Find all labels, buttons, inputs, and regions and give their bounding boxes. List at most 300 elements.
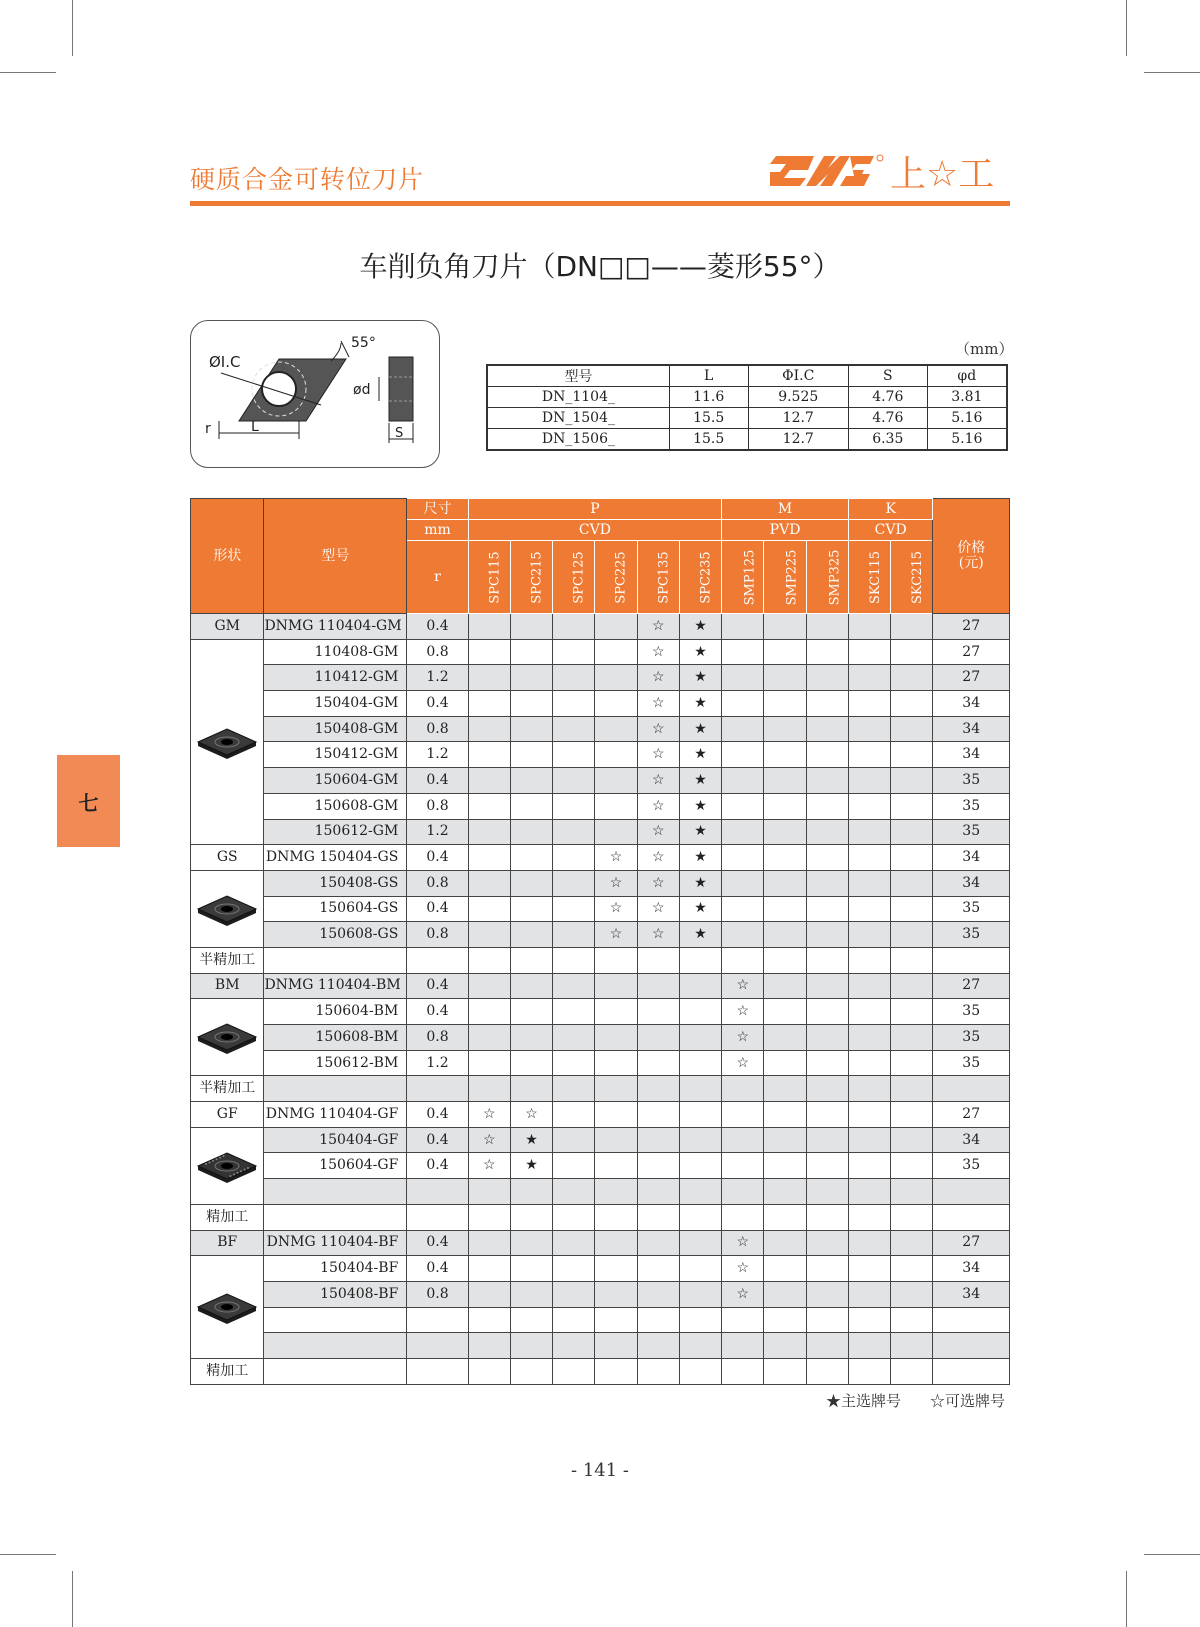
grade-mark bbox=[553, 819, 595, 845]
radius-cell bbox=[407, 1204, 468, 1230]
grade-mark bbox=[806, 768, 848, 794]
dim-cell: 12.7 bbox=[748, 408, 848, 429]
grade-mark bbox=[553, 793, 595, 819]
model-cell bbox=[264, 1333, 407, 1359]
grade-mark bbox=[722, 1179, 764, 1205]
grade-mark bbox=[722, 639, 764, 665]
table-row bbox=[191, 1076, 1010, 1102]
grade-mark bbox=[764, 1153, 806, 1179]
grade-mark bbox=[553, 614, 595, 640]
grade-mark: ★ bbox=[679, 870, 721, 896]
grade-mark bbox=[553, 1307, 595, 1333]
grade-mark bbox=[848, 1025, 890, 1051]
grade-mark bbox=[764, 922, 806, 948]
grade-mark bbox=[848, 1076, 890, 1102]
chapter-tab[interactable] bbox=[57, 755, 120, 847]
dim-row bbox=[487, 429, 1007, 451]
machining-label: 精加工 bbox=[191, 1358, 264, 1384]
table-row bbox=[191, 1127, 1010, 1153]
grade-mark bbox=[679, 1204, 721, 1230]
grade-mark bbox=[595, 1230, 637, 1256]
grade-mark: ☆ bbox=[637, 614, 679, 640]
table-row bbox=[191, 999, 1010, 1025]
model-cell: 150612-GM bbox=[264, 819, 407, 845]
grade-mark bbox=[595, 947, 637, 973]
grade-mark bbox=[637, 1333, 679, 1359]
grade-mark bbox=[848, 1230, 890, 1256]
grade-mark bbox=[764, 614, 806, 640]
grade-label: SPC215 bbox=[529, 550, 545, 604]
grade-mark: ★ bbox=[679, 896, 721, 922]
grade-mark bbox=[637, 1153, 679, 1179]
grade-mark bbox=[764, 1358, 806, 1384]
grade-mark bbox=[637, 1179, 679, 1205]
grade-mark bbox=[553, 870, 595, 896]
grade-label: SPC125 bbox=[571, 550, 587, 604]
grade-mark bbox=[553, 1153, 595, 1179]
model-cell bbox=[264, 1204, 407, 1230]
grade-mark bbox=[764, 1179, 806, 1205]
grade-mark bbox=[806, 793, 848, 819]
grade-mark bbox=[848, 896, 890, 922]
grade-mark: ★ bbox=[679, 922, 721, 948]
grade-mark bbox=[722, 870, 764, 896]
model-cell: 150608-GS bbox=[264, 922, 407, 948]
grade-mark bbox=[891, 793, 933, 819]
grade-mark bbox=[679, 1333, 721, 1359]
grade-mark bbox=[764, 793, 806, 819]
header-method: CVD bbox=[848, 520, 933, 541]
grade-mark bbox=[891, 614, 933, 640]
grade-mark bbox=[468, 1281, 510, 1307]
grade-mark: ☆ bbox=[722, 1230, 764, 1256]
grade-mark bbox=[637, 1025, 679, 1051]
grade-mark bbox=[637, 1076, 679, 1102]
table-row bbox=[191, 716, 1010, 742]
grade-mark bbox=[764, 947, 806, 973]
grade-mark bbox=[764, 1076, 806, 1102]
grade-mark bbox=[595, 768, 637, 794]
grade-mark bbox=[722, 819, 764, 845]
radius-cell: 0.8 bbox=[407, 922, 468, 948]
table-row bbox=[191, 1281, 1010, 1307]
page-title: 车削负角刀片（DN□□——菱形55°） bbox=[359, 250, 841, 283]
radius-cell: 0.4 bbox=[407, 1102, 468, 1128]
grade-mark bbox=[722, 614, 764, 640]
header-model: 型号 bbox=[264, 499, 407, 614]
dim-cell: 5.16 bbox=[927, 408, 1007, 429]
grade-mark bbox=[510, 1358, 552, 1384]
radius-cell bbox=[407, 1358, 468, 1384]
radius-cell: 1.2 bbox=[407, 665, 468, 691]
grade-mark bbox=[806, 614, 848, 640]
dim-header-cell: L bbox=[669, 365, 748, 387]
radius-cell: 0.4 bbox=[407, 896, 468, 922]
grade-label: SPC235 bbox=[698, 550, 714, 604]
grade-mark bbox=[848, 1179, 890, 1205]
section-title: 硬质合金可转位刀片 bbox=[190, 165, 425, 194]
grade-mark bbox=[891, 845, 933, 871]
shape-code: GM bbox=[191, 614, 264, 640]
grade-mark bbox=[764, 1281, 806, 1307]
grade-mark bbox=[553, 947, 595, 973]
grade-mark bbox=[679, 999, 721, 1025]
grade-mark: ★ bbox=[679, 691, 721, 717]
grade-mark bbox=[468, 973, 510, 999]
grade-mark bbox=[848, 1281, 890, 1307]
table-row bbox=[191, 922, 1010, 948]
grade-mark: ☆ bbox=[722, 1050, 764, 1076]
model-cell: 150408-GM bbox=[264, 716, 407, 742]
grade-mark bbox=[848, 1102, 890, 1128]
grade-mark bbox=[595, 1179, 637, 1205]
model-cell: 150404-GM bbox=[264, 691, 407, 717]
brand-logo bbox=[770, 148, 1010, 194]
grade-mark bbox=[891, 768, 933, 794]
grade-mark bbox=[637, 1204, 679, 1230]
radius-cell: 0.4 bbox=[407, 768, 468, 794]
grade-mark bbox=[510, 819, 552, 845]
grade-mark: ☆ bbox=[722, 999, 764, 1025]
price-cell bbox=[933, 947, 1010, 973]
grade-mark bbox=[722, 1358, 764, 1384]
grade-mark bbox=[806, 1281, 848, 1307]
grade-mark bbox=[510, 639, 552, 665]
grade-mark: ★ bbox=[679, 716, 721, 742]
grade-mark bbox=[806, 1358, 848, 1384]
grade-mark bbox=[722, 793, 764, 819]
grade-mark bbox=[722, 947, 764, 973]
grade-mark bbox=[806, 1127, 848, 1153]
grade-mark: ★ bbox=[510, 1153, 552, 1179]
radius-cell bbox=[407, 1307, 468, 1333]
grade-label: SPC225 bbox=[614, 550, 630, 604]
grade-mark: ☆ bbox=[510, 1102, 552, 1128]
grade-mark bbox=[679, 1025, 721, 1051]
dim-cell: 4.76 bbox=[848, 408, 927, 429]
dim-cell: 15.5 bbox=[669, 408, 748, 429]
grade-mark bbox=[468, 845, 510, 871]
price-cell: 27 bbox=[933, 665, 1010, 691]
grade-mark bbox=[848, 819, 890, 845]
grade-mark bbox=[722, 768, 764, 794]
grade-mark bbox=[764, 896, 806, 922]
grade-mark bbox=[764, 1333, 806, 1359]
grade-mark bbox=[468, 1025, 510, 1051]
grade-mark bbox=[722, 716, 764, 742]
header-method: PVD bbox=[722, 520, 849, 541]
grade-mark: ★ bbox=[679, 793, 721, 819]
grade-mark: ☆ bbox=[595, 896, 637, 922]
label-d: ød bbox=[353, 382, 371, 398]
grade-mark bbox=[722, 691, 764, 717]
price-cell: 35 bbox=[933, 1025, 1010, 1051]
grade-mark bbox=[595, 716, 637, 742]
grade-mark: ☆ bbox=[595, 845, 637, 871]
shape-code: BF bbox=[191, 1230, 264, 1256]
model-cell bbox=[264, 1358, 407, 1384]
grade-mark bbox=[468, 870, 510, 896]
grade-mark bbox=[510, 973, 552, 999]
grade-mark bbox=[468, 665, 510, 691]
radius-cell: 0.4 bbox=[407, 691, 468, 717]
grade-mark bbox=[553, 1281, 595, 1307]
grade-mark bbox=[891, 1076, 933, 1102]
grade-mark bbox=[595, 1333, 637, 1359]
grade-mark: ☆ bbox=[637, 742, 679, 768]
grade-mark bbox=[848, 691, 890, 717]
grade-mark bbox=[891, 870, 933, 896]
label-angle: 55° bbox=[351, 335, 376, 351]
grade-mark bbox=[510, 614, 552, 640]
table-row bbox=[191, 947, 1010, 973]
grade-mark bbox=[891, 1179, 933, 1205]
grade-mark bbox=[510, 1025, 552, 1051]
header-size: 尺寸 bbox=[407, 499, 468, 520]
grade-mark bbox=[891, 1127, 933, 1153]
header-grade bbox=[806, 541, 848, 614]
grade-mark bbox=[722, 845, 764, 871]
grade-mark bbox=[891, 639, 933, 665]
radius-cell: 0.4 bbox=[407, 1230, 468, 1256]
model-cell: 150604-GM bbox=[264, 768, 407, 794]
grade-mark bbox=[468, 819, 510, 845]
grade-mark bbox=[891, 1230, 933, 1256]
radius-cell: 0.4 bbox=[407, 1153, 468, 1179]
chapter-tab-label: 七 bbox=[78, 790, 99, 815]
grade-label: SPC135 bbox=[656, 550, 672, 604]
diamond-insert-icon bbox=[196, 725, 258, 759]
table-row bbox=[191, 793, 1010, 819]
price-cell: 35 bbox=[933, 922, 1010, 948]
grade-mark: ☆ bbox=[637, 665, 679, 691]
price-cell: 35 bbox=[933, 793, 1010, 819]
grade-mark bbox=[806, 665, 848, 691]
price-cell: 27 bbox=[933, 973, 1010, 999]
grade-mark bbox=[510, 922, 552, 948]
grade-mark bbox=[891, 1050, 933, 1076]
unit-note: （mm） bbox=[955, 340, 1014, 358]
grade-mark bbox=[891, 1333, 933, 1359]
grade-mark bbox=[553, 1025, 595, 1051]
shape-code: GS bbox=[191, 845, 264, 871]
model-cell: 150608-GM bbox=[264, 793, 407, 819]
price-cell: 34 bbox=[933, 716, 1010, 742]
table-row bbox=[191, 665, 1010, 691]
grade-mark bbox=[510, 947, 552, 973]
model-cell: 150404-GF bbox=[264, 1127, 407, 1153]
dim-row bbox=[487, 387, 1007, 408]
grade-mark: ☆ bbox=[595, 922, 637, 948]
dimension-table bbox=[486, 364, 1008, 451]
table-row bbox=[191, 1333, 1010, 1359]
crop-mark bbox=[72, 0, 73, 56]
header-grade bbox=[637, 541, 679, 614]
grade-mark bbox=[722, 1333, 764, 1359]
grade-mark bbox=[595, 999, 637, 1025]
table-row bbox=[191, 1102, 1010, 1128]
grade-mark bbox=[764, 1204, 806, 1230]
grade-mark bbox=[806, 819, 848, 845]
price-cell: 34 bbox=[933, 1127, 1010, 1153]
header-shape: 形状 bbox=[191, 499, 264, 614]
grade-mark bbox=[637, 1230, 679, 1256]
dim-cell: 6.35 bbox=[848, 429, 927, 451]
grade-mark bbox=[848, 922, 890, 948]
price-cell bbox=[933, 1307, 1010, 1333]
model-cell bbox=[264, 1307, 407, 1333]
grade-mark bbox=[553, 1204, 595, 1230]
grade-mark bbox=[891, 1025, 933, 1051]
grade-mark bbox=[595, 691, 637, 717]
price-cell: 27 bbox=[933, 1230, 1010, 1256]
table-row bbox=[191, 819, 1010, 845]
label-l: L bbox=[251, 419, 259, 435]
grade-mark bbox=[595, 1127, 637, 1153]
grade-mark bbox=[891, 1358, 933, 1384]
price-cell: 27 bbox=[933, 639, 1010, 665]
grade-mark bbox=[510, 845, 552, 871]
grade-mark bbox=[764, 1025, 806, 1051]
grade-mark bbox=[891, 922, 933, 948]
model-cell: DNMG 110404-BF bbox=[264, 1230, 407, 1256]
grade-mark bbox=[764, 1307, 806, 1333]
dim-cell: DN_1104_ bbox=[487, 387, 669, 408]
grade-mark bbox=[806, 845, 848, 871]
grade-mark bbox=[764, 716, 806, 742]
grade-mark bbox=[553, 973, 595, 999]
crop-mark bbox=[1144, 72, 1200, 73]
grade-mark bbox=[595, 614, 637, 640]
dim-header-row bbox=[487, 365, 1007, 387]
grade-mark bbox=[722, 922, 764, 948]
dim-header-cell: 型号 bbox=[487, 365, 669, 387]
radius-cell: 0.8 bbox=[407, 716, 468, 742]
grade-mark bbox=[764, 691, 806, 717]
grade-mark bbox=[553, 742, 595, 768]
grade-mark bbox=[848, 845, 890, 871]
machining-label: 精加工 bbox=[191, 1204, 264, 1230]
grade-mark bbox=[806, 1333, 848, 1359]
grade-mark bbox=[806, 1204, 848, 1230]
grade-mark bbox=[510, 1076, 552, 1102]
grade-mark bbox=[595, 1153, 637, 1179]
grade-mark bbox=[806, 896, 848, 922]
grade-mark bbox=[848, 870, 890, 896]
grade-mark bbox=[764, 768, 806, 794]
grade-mark bbox=[595, 1076, 637, 1102]
grade-mark bbox=[553, 999, 595, 1025]
grade-mark bbox=[595, 1307, 637, 1333]
price-cell: 35 bbox=[933, 768, 1010, 794]
grade-mark bbox=[679, 1127, 721, 1153]
price-cell: 34 bbox=[933, 742, 1010, 768]
price-cell: 27 bbox=[933, 614, 1010, 640]
radius-cell: 0.4 bbox=[407, 999, 468, 1025]
grade-mark bbox=[637, 1127, 679, 1153]
grade-mark bbox=[553, 1127, 595, 1153]
grade-mark bbox=[468, 1358, 510, 1384]
grade-mark bbox=[553, 1256, 595, 1282]
grade-mark: ★ bbox=[510, 1127, 552, 1153]
grade-mark bbox=[891, 1102, 933, 1128]
grade-mark: ☆ bbox=[637, 639, 679, 665]
grade-mark bbox=[891, 742, 933, 768]
grade-mark bbox=[764, 819, 806, 845]
grade-mark bbox=[679, 1102, 721, 1128]
grade-mark: ☆ bbox=[637, 922, 679, 948]
shape-code: GF bbox=[191, 1102, 264, 1128]
grade-mark bbox=[468, 742, 510, 768]
radius-cell: 1.2 bbox=[407, 742, 468, 768]
grade-mark bbox=[722, 1204, 764, 1230]
grade-mark: ☆ bbox=[637, 819, 679, 845]
price-cell: 35 bbox=[933, 999, 1010, 1025]
grade-mark bbox=[510, 691, 552, 717]
grade-mark bbox=[595, 1204, 637, 1230]
grade-mark bbox=[848, 1256, 890, 1282]
grade-mark bbox=[468, 614, 510, 640]
header-mm: mm bbox=[407, 520, 468, 541]
grade-mark bbox=[468, 1256, 510, 1282]
shape-code: BM bbox=[191, 973, 264, 999]
grade-mark bbox=[806, 639, 848, 665]
header-rule bbox=[190, 201, 1010, 206]
grade-mark bbox=[848, 1204, 890, 1230]
grade-mark bbox=[764, 639, 806, 665]
grade-mark bbox=[848, 1358, 890, 1384]
radius-cell: 0.4 bbox=[407, 1127, 468, 1153]
grade-mark: ☆ bbox=[468, 1153, 510, 1179]
crop-mark bbox=[1126, 0, 1127, 56]
grade-mark: ☆ bbox=[722, 973, 764, 999]
grade-mark bbox=[679, 1281, 721, 1307]
table-row bbox=[191, 896, 1010, 922]
grade-mark bbox=[806, 1153, 848, 1179]
table-row bbox=[191, 1307, 1010, 1333]
grade-mark bbox=[679, 1307, 721, 1333]
table-row bbox=[191, 870, 1010, 896]
grade-label: SMP325 bbox=[827, 549, 843, 605]
grade-mark bbox=[553, 922, 595, 948]
grade-mark bbox=[806, 716, 848, 742]
dim-cell: 5.16 bbox=[927, 429, 1007, 451]
grade-mark bbox=[553, 896, 595, 922]
grade-mark bbox=[468, 716, 510, 742]
grade-mark bbox=[764, 742, 806, 768]
dim-cell: DN_1506_ bbox=[487, 429, 669, 451]
grade-table bbox=[190, 498, 1010, 1385]
grade-mark bbox=[510, 742, 552, 768]
grade-mark bbox=[468, 639, 510, 665]
grade-mark bbox=[468, 999, 510, 1025]
grade-mark bbox=[806, 947, 848, 973]
grade-mark bbox=[848, 1153, 890, 1179]
grade-mark bbox=[806, 691, 848, 717]
grade-mark bbox=[595, 1025, 637, 1051]
price-cell: 35 bbox=[933, 819, 1010, 845]
header-grade bbox=[891, 541, 933, 614]
grade-mark bbox=[510, 896, 552, 922]
grade-mark bbox=[510, 1050, 552, 1076]
model-cell: 150612-BM bbox=[264, 1050, 407, 1076]
grade-mark bbox=[679, 1050, 721, 1076]
radius-cell: 0.8 bbox=[407, 1025, 468, 1051]
grade-mark bbox=[510, 1256, 552, 1282]
grade-mark bbox=[764, 1102, 806, 1128]
model-cell: DNMG 110404-GF bbox=[264, 1102, 407, 1128]
table-row bbox=[191, 742, 1010, 768]
